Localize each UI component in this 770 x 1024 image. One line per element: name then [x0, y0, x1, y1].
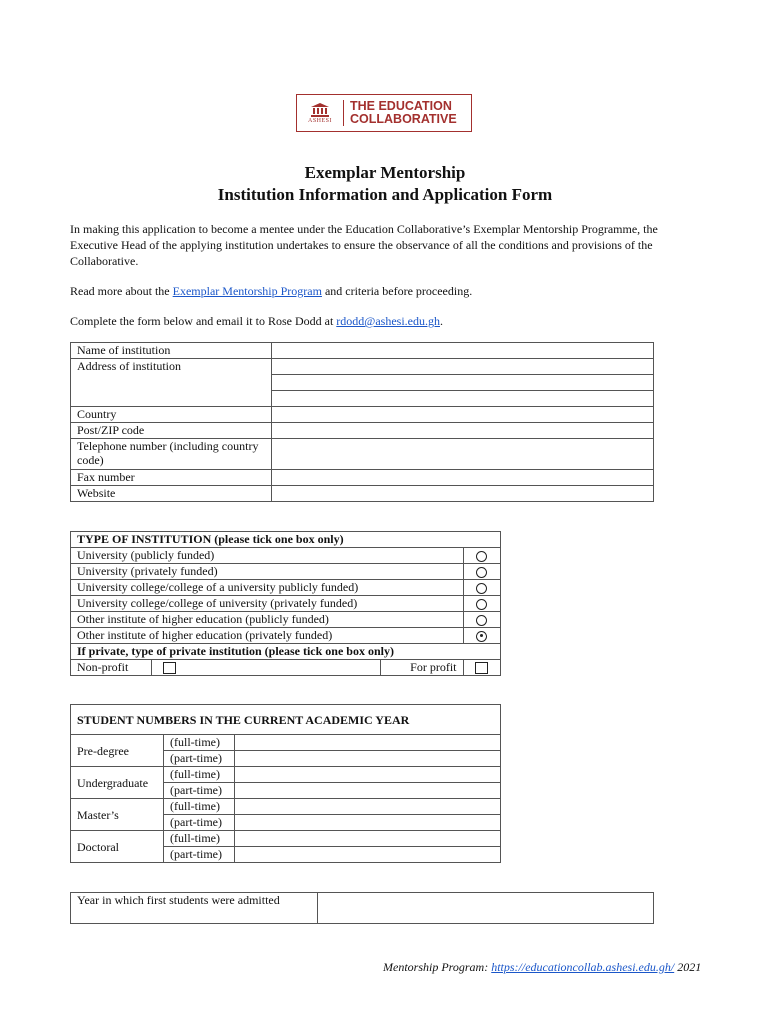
part-time-label: (part-time): [164, 783, 235, 799]
address-field-1[interactable]: [272, 359, 654, 375]
full-time-label: (full-time): [164, 799, 235, 815]
type-option-row: [71, 548, 501, 564]
type-option-label: University college/college of a university publicly funded): [71, 580, 464, 596]
logo-institution: ASHESI: [307, 117, 332, 124]
email-link[interactable]: rdodd@ashesi.edu.gh: [336, 314, 440, 328]
forprofit-checkbox[interactable]: [475, 662, 488, 674]
undergraduate-part-field[interactable]: [235, 783, 501, 799]
address-field-3[interactable]: [272, 391, 654, 407]
year-admitted-label: Year in which first students were admitted: [71, 893, 318, 924]
read-more-prefix: Read more about the: [70, 284, 173, 298]
address-label: Address of institution: [71, 359, 272, 407]
year-admitted-field[interactable]: [318, 893, 654, 924]
nonprofit-label: Non-profit: [71, 660, 152, 676]
fax-label: Fax number: [71, 470, 272, 486]
footer-link[interactable]: https://educationcollab.ashesi.edu.gh/: [491, 960, 675, 974]
logo-line1: THE EDUCATION: [350, 99, 452, 113]
level-label: Undergraduate: [71, 767, 164, 799]
predegree-full-field[interactable]: [235, 735, 501, 751]
forprofit-label: For profit: [381, 660, 463, 676]
website-label: Website: [71, 486, 272, 502]
address-field-2[interactable]: [272, 375, 654, 391]
read-more-suffix: and criteria before proceeding.: [321, 284, 473, 298]
ashesi-logo-mark: [297, 103, 343, 124]
logo-text: [344, 100, 457, 126]
full-time-label: (full-time): [164, 767, 235, 783]
building-icon: [311, 103, 329, 117]
year-admitted-table: [70, 892, 654, 924]
footer: [383, 960, 701, 975]
full-time-label: (full-time): [164, 831, 235, 847]
type-option-radio-4[interactable]: [476, 615, 487, 626]
masters-part-field[interactable]: [235, 815, 501, 831]
level-label: Pre-degree: [71, 735, 164, 767]
read-more-paragraph: [70, 283, 670, 299]
type-option-label: Other institute of higher education (privately funded): [71, 628, 464, 644]
type-option-radio-5[interactable]: [476, 631, 487, 642]
type-option-radio-0[interactable]: [476, 551, 487, 562]
telephone-label: Telephone number (including country code): [71, 439, 272, 470]
full-time-label: (full-time): [164, 735, 235, 751]
type-option-row: [71, 564, 501, 580]
name-field[interactable]: [272, 343, 654, 359]
title-line2: Institution Information and Application Form: [217, 185, 553, 204]
institution-info-table: [70, 342, 654, 502]
footer-suffix: 2021: [674, 960, 702, 974]
country-field[interactable]: [272, 407, 654, 423]
type-option-row: [71, 612, 501, 628]
type-option-row: [71, 596, 501, 612]
students-header: STUDENT NUMBERS IN THE CURRENT ACADEMIC YEAR: [71, 705, 501, 735]
fax-field[interactable]: [272, 470, 654, 486]
logo: [296, 94, 472, 132]
student-numbers-table: [70, 704, 501, 863]
complete-paragraph: [70, 313, 670, 329]
part-time-label: (part-time): [164, 751, 235, 767]
intro-paragraph: In making this application to become a mentee under the Education Collaborative’s Exemplar Mentorship Programme, the Executive Head of the applying institution undertakes to ensure the observance of all the conditions and provisions of the Collaborative.: [70, 222, 658, 268]
type-option-radio-2[interactable]: [476, 583, 487, 594]
title-line1: Exemplar Mentorship: [304, 163, 466, 182]
doctoral-part-field[interactable]: [235, 847, 501, 863]
footer-prefix: Mentorship Program:: [383, 960, 492, 974]
type-header: TYPE OF INSTITUTION (please tick one box only): [71, 532, 501, 548]
postcode-field[interactable]: [272, 423, 654, 439]
country-label: Country: [71, 407, 272, 423]
predegree-part-field[interactable]: [235, 751, 501, 767]
type-option-row: [71, 580, 501, 596]
website-field[interactable]: [272, 486, 654, 502]
part-time-label: (part-time): [164, 847, 235, 863]
undergraduate-full-field[interactable]: [235, 767, 501, 783]
nonprofit-checkbox[interactable]: [163, 662, 176, 674]
name-label: Name of institution: [71, 343, 272, 359]
level-label: Master’s: [71, 799, 164, 831]
type-option-label: Other institute of higher education (publicly funded): [71, 612, 464, 628]
complete-suffix: .: [439, 314, 443, 328]
complete-prefix: Complete the form below and email it to Rose Dodd at: [70, 314, 337, 328]
type-option-row: [71, 628, 501, 644]
doctoral-full-field[interactable]: [235, 831, 501, 847]
institution-type-table: [70, 531, 501, 676]
part-time-label: (part-time): [164, 815, 235, 831]
level-label: Doctoral: [71, 831, 164, 863]
type-option-label: University (publicly funded): [71, 548, 464, 564]
mentorship-program-link[interactable]: Exemplar Mentorship Program: [172, 284, 322, 298]
private-type-header: If private, type of private institution (please tick one box only): [71, 644, 501, 660]
type-option-label: University college/college of university (privately funded): [71, 596, 464, 612]
logo-line2: COLLABORATIVE: [350, 112, 457, 126]
telephone-field[interactable]: [272, 439, 654, 470]
type-option-radio-3[interactable]: [476, 599, 487, 610]
type-option-label: University (privately funded): [71, 564, 464, 580]
postcode-label: Post/ZIP code: [71, 423, 272, 439]
type-option-radio-1[interactable]: [476, 567, 487, 578]
masters-full-field[interactable]: [235, 799, 501, 815]
